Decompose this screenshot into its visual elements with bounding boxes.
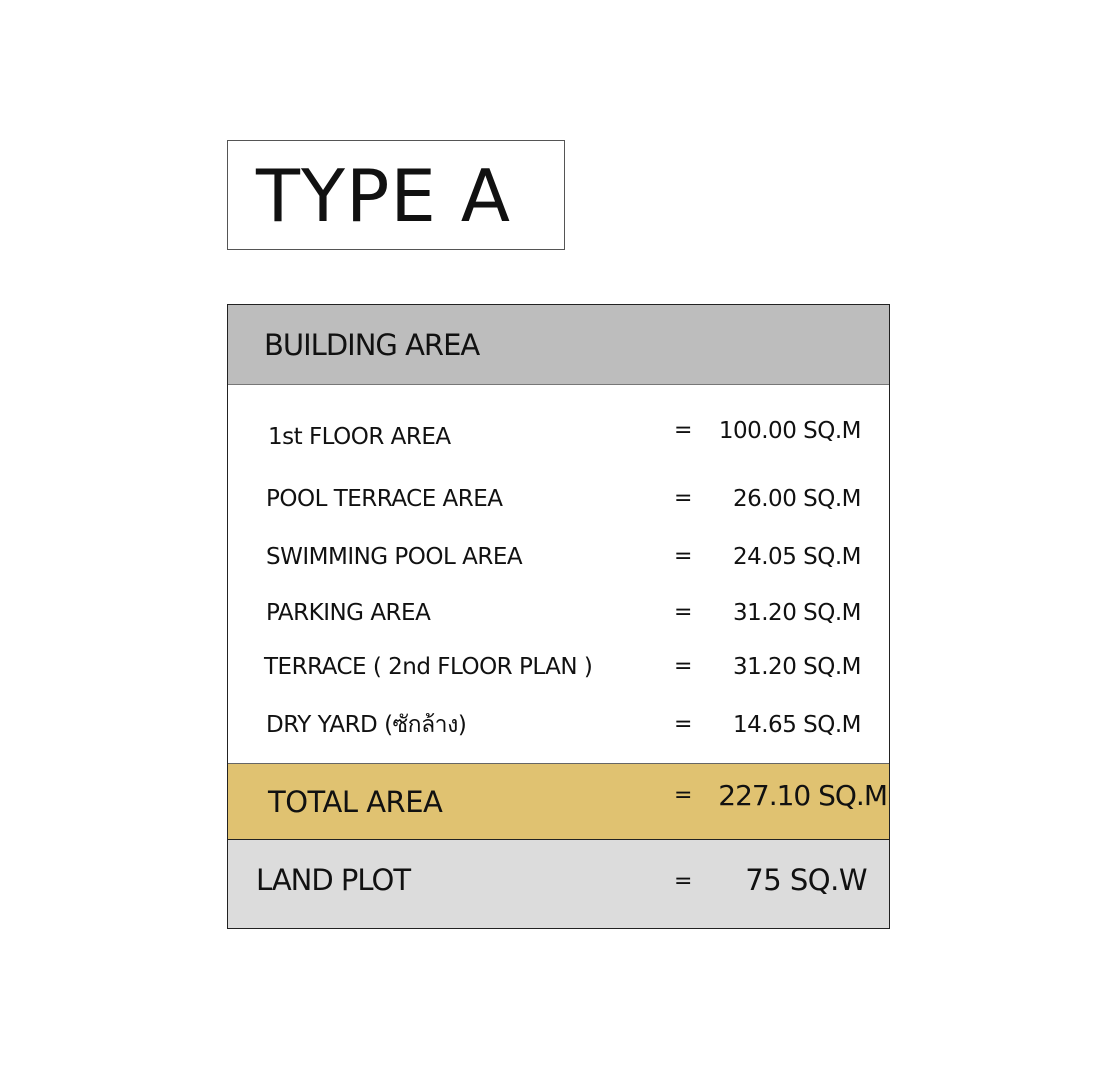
area-row-parking: [228, 595, 889, 631]
equals-sign: =: [674, 783, 693, 808]
area-row-value: 26.00 SQ.M: [732, 486, 861, 512]
area-table: [227, 304, 890, 929]
land-plot-label: LAND PLOT: [256, 863, 411, 897]
area-row-value: 100.00 SQ.M: [718, 418, 861, 444]
land-plot-value: 75 SQ.W: [745, 863, 867, 897]
equals-sign: =: [674, 869, 693, 894]
total-area-band: [228, 763, 889, 840]
area-row-pool-terrace: [228, 481, 889, 517]
equals-sign: =: [674, 600, 693, 625]
area-row-1st-floor: [228, 419, 889, 455]
area-row-dry-yard: [228, 707, 889, 743]
equals-sign: =: [674, 712, 693, 737]
area-row-value: 31.20 SQ.M: [732, 654, 861, 680]
area-row-label: PARKING AREA: [266, 600, 431, 626]
building-area-title: BUILDING AREA: [264, 328, 480, 362]
area-row-label: 1st FLOOR AREA: [268, 424, 451, 450]
type-title: TYPE A: [256, 154, 512, 238]
building-area-header: [228, 305, 889, 385]
area-row-label: POOL TERRACE AREA: [266, 486, 503, 512]
equals-sign: =: [674, 418, 693, 443]
area-row-value: 31.20 SQ.M: [732, 600, 861, 626]
area-row-terrace: [228, 649, 889, 685]
total-area-value: 227.10 SQ.M: [718, 779, 887, 812]
total-area-label: TOTAL AREA: [268, 785, 443, 819]
land-plot-band: [228, 840, 889, 928]
equals-sign: =: [674, 544, 693, 569]
area-row-value: 24.05 SQ.M: [732, 544, 861, 570]
area-row-value: 14.65 SQ.M: [732, 712, 861, 738]
area-row-swimming-pool: [228, 539, 889, 575]
equals-sign: =: [674, 486, 693, 511]
area-row-label: TERRACE ( 2nd FLOOR PLAN ): [264, 654, 593, 680]
area-row-label: SWIMMING POOL AREA: [266, 544, 523, 570]
type-title-box: [227, 140, 565, 250]
equals-sign: =: [674, 654, 693, 679]
area-row-label: DRY YARD (ซักล้าง): [266, 712, 467, 738]
